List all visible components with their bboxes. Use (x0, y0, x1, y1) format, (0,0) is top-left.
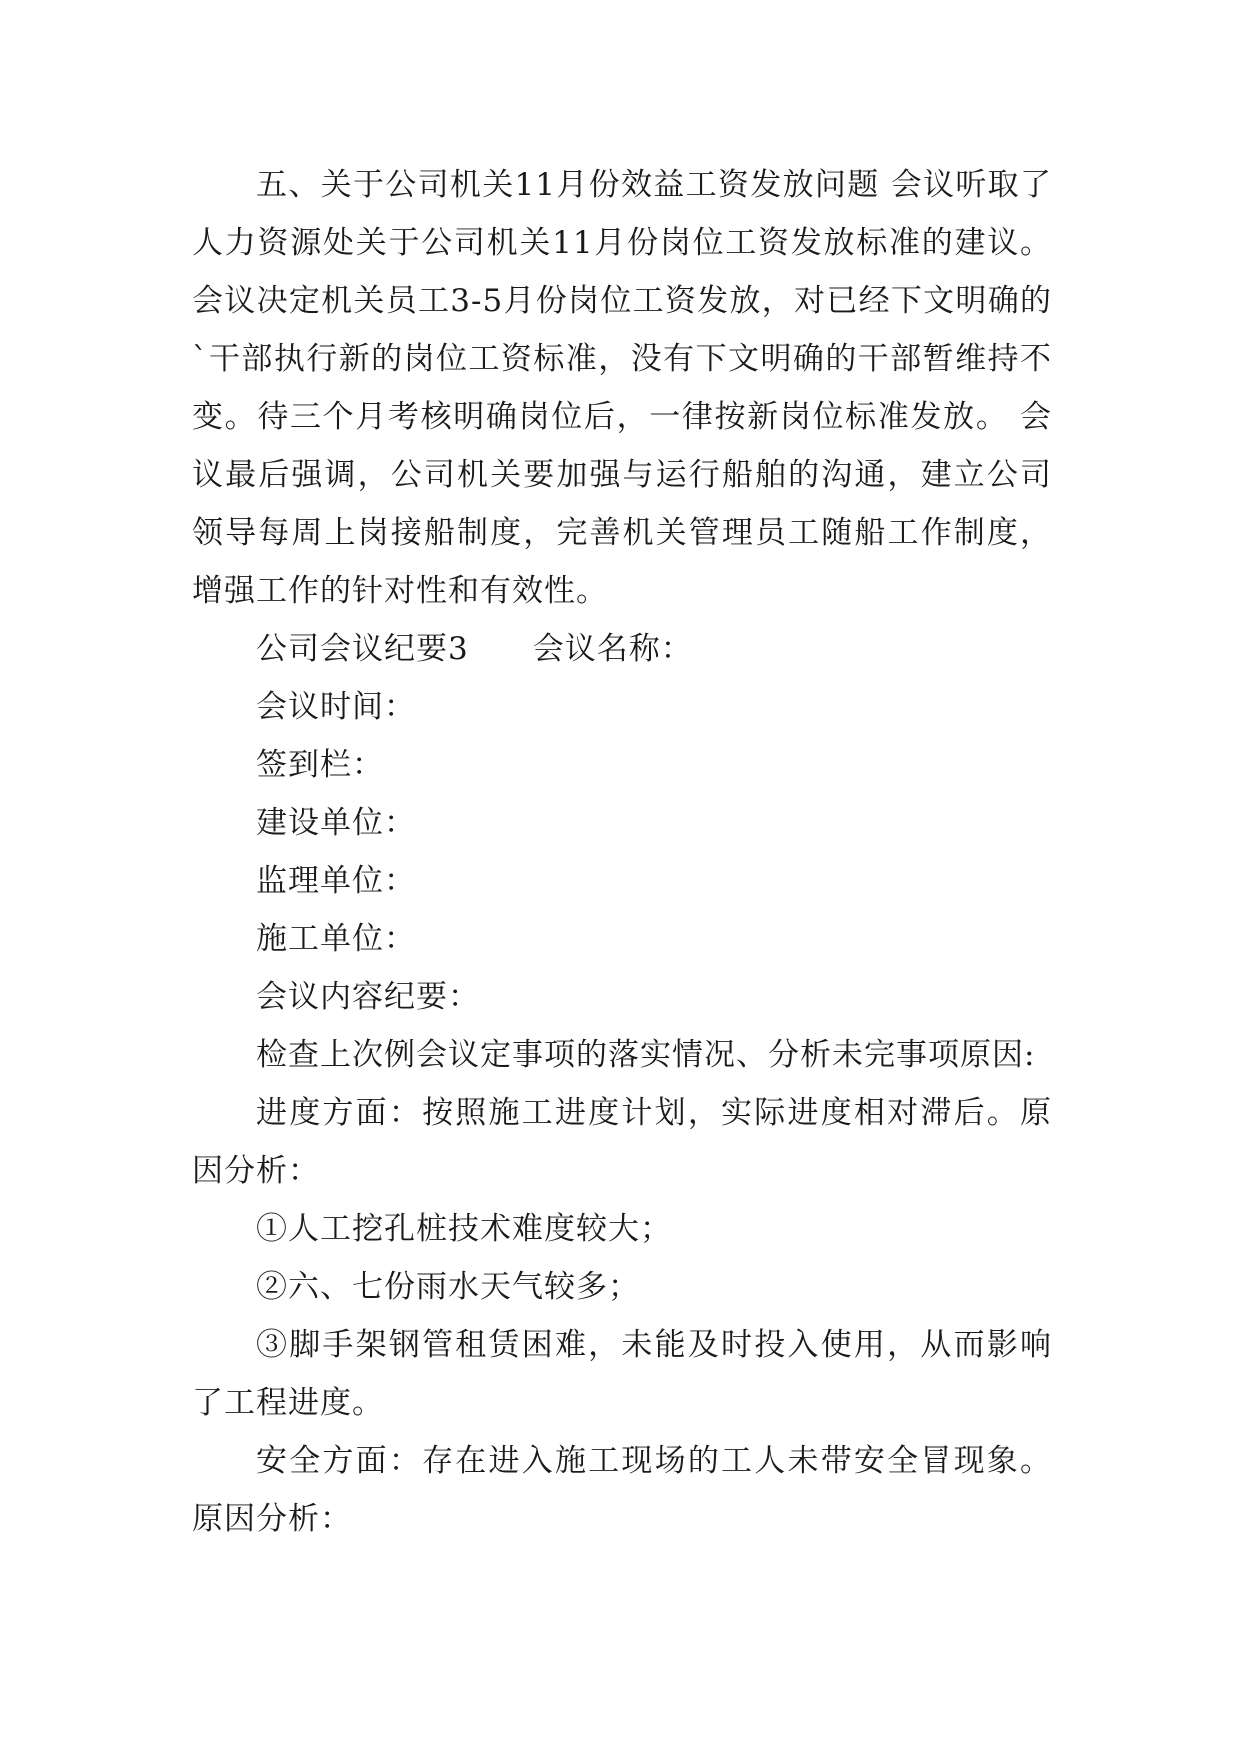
document-body (192, 156, 1052, 1548)
paragraph-reason-1: ①人工挖孔桩技术难度较大； (256, 1211, 672, 1247)
paragraph-builder-unit: 施工单位： (256, 921, 416, 957)
paragraph-minutes-title: 公司会议纪要3 会议名称： (256, 631, 693, 667)
paragraph-construction-unit: 建设单位： (256, 805, 416, 841)
paragraph-reason-2: ②六、七份雨水天气较多； (256, 1269, 640, 1305)
paragraph-reason-3: ③脚手架钢管租赁困难，未能及时投入使用，从而影响了工程进度。 (192, 1327, 1052, 1421)
paragraph-wages-decision: 五、关于公司机关11月份效益工资发放问题 会议听取了人力资源处关于公司机关11月份岗位工资发放标准的建议。会议决定机关员工3-5月份岗位工资发放，对已经下文明确的`干部执行新的岗位工资标准，没有下文明确的干部暂维持不变。待三个月考核明确岗位后，一律按新岗位标准发放。 会议最后强调，公司机关要加强与运行船舶的沟通，建立公司领导每周上岗接船制度，完善机关管理员工随船工作制度，增强工作的针对性和有效性。 (192, 167, 1052, 609)
paragraph-meeting-summary: 会议内容纪要： (256, 979, 480, 1015)
paragraph-safety: 安全方面：存在进入施工现场的工人未带安全冒现象。原因分析： (192, 1443, 1052, 1537)
paragraph-check-previous: 检查上次例会议定事项的落实情况、分析未完事项原因: (256, 1037, 1036, 1073)
paragraph-supervision-unit: 监理单位： (256, 863, 416, 899)
paragraph-sign-in: 签到栏： (256, 747, 384, 783)
paragraph-meeting-time: 会议时间： (256, 689, 416, 725)
paragraph-progress: 进度方面：按照施工进度计划，实际进度相对滞后。原因分析： (192, 1095, 1052, 1189)
